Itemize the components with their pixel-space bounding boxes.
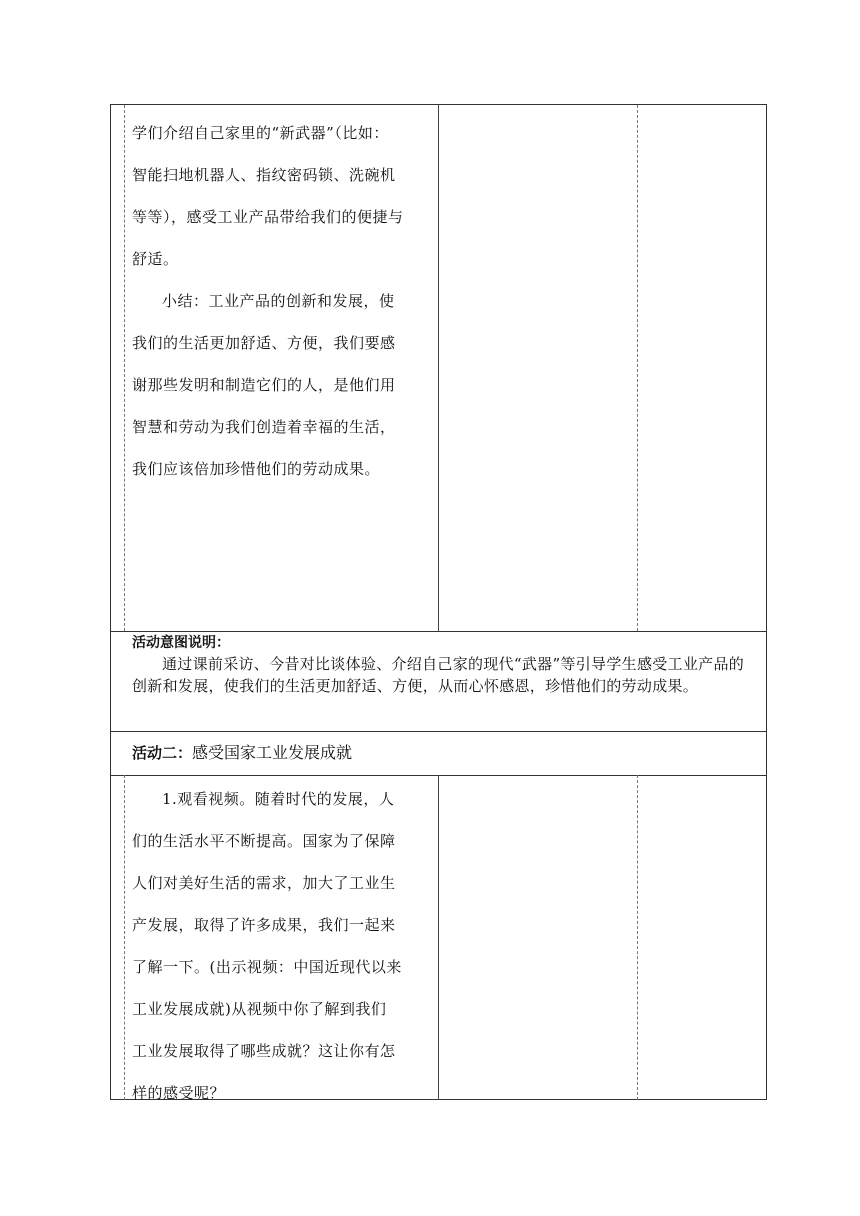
summary-line: 我们应该倍加珍惜他们的劳动成果。 [132, 460, 381, 478]
activity-label: 活动二： [132, 744, 193, 762]
activity-two-title [132, 739, 352, 767]
column-divider [124, 105, 125, 631]
text-line: 工业发展取得了哪些成就？这让你有怎 [132, 1042, 396, 1060]
top-activity-text [132, 112, 437, 490]
activity-intent-note [132, 633, 752, 697]
summary-line: 智慧和劳动为我们创造着幸福的生活， [132, 418, 396, 436]
summary-line: 我们的生活更加舒适、方便，我们要感 [132, 334, 396, 352]
column-divider [438, 105, 439, 631]
intent-body: 通过课前采访、今昔对比谈体验、介绍自己家的现代“武器”等引导学生感受工业产品的创新和发展，使我们的生活更加舒适、方便，从而心怀感恩，珍惜他们的劳动成果。 [132, 655, 745, 695]
column-divider [637, 775, 638, 1100]
text-line: 1.观看视频。随着时代的发展，人 [162, 790, 395, 808]
row-divider [111, 731, 766, 732]
text-line: 产发展，取得了许多成果，我们一起来 [132, 916, 396, 934]
activity-name: 感受国家工业发展成就 [192, 743, 353, 762]
summary-line: 小结：工业产品的创新和发展，使 [162, 292, 395, 310]
column-divider [438, 775, 439, 1100]
text-line: 了解一下。(出示视频：中国近现代以来 [132, 958, 402, 976]
text-line: 学们介绍自己家里的“新武器”（比如： [132, 124, 389, 142]
text-line: 智能扫地机器人、指纹密码锁、洗碗机 [132, 166, 396, 184]
intent-heading: 活动意图说明： [132, 635, 230, 651]
column-divider [637, 105, 638, 631]
text-line: 样的感受呢？ [132, 1084, 226, 1102]
row-divider [111, 631, 766, 632]
column-divider [124, 775, 125, 1100]
text-line: 人们对美好生活的需求，加大了工业生 [132, 874, 396, 892]
text-line: 等等），感受工业产品带给我们的便捷与 [132, 208, 404, 226]
text-line: 工业发展成就)从视频中你了解到我们 [132, 1000, 387, 1018]
bottom-activity-text [132, 778, 437, 1114]
text-line: 舒适。 [132, 250, 179, 268]
summary-line: 谢那些发明和制造它们的人，是他们用 [132, 376, 396, 394]
text-line: 们的生活水平不断提高。国家为了保障 [132, 832, 396, 850]
lesson-plan-table [110, 104, 767, 1100]
